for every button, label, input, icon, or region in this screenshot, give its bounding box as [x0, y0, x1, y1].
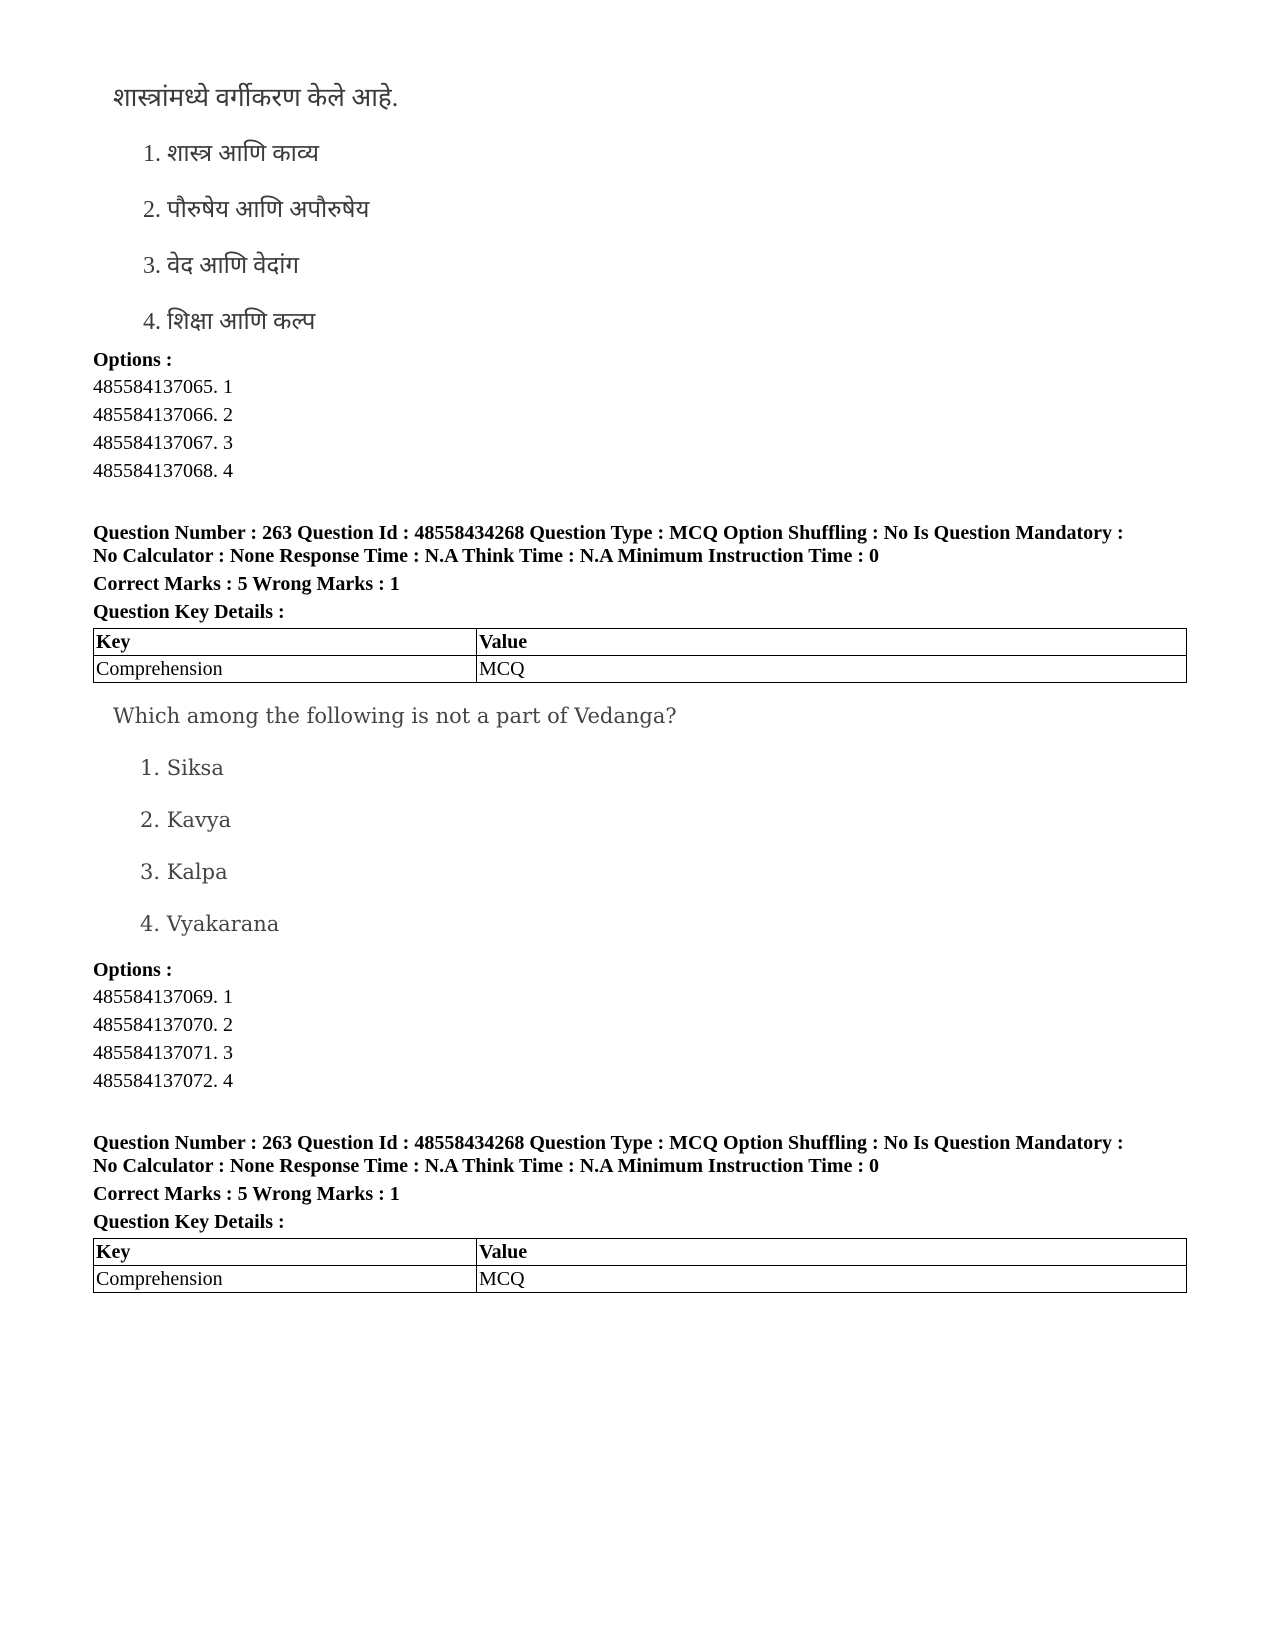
table-row	[94, 656, 1187, 683]
english-question-text: Which among the following is not a part of Vedanga?	[113, 704, 677, 728]
question-meta-line-1: Question Number : 263 Question Id : 48558434268 Question Type : MCQ Option Shuffling : No Is Question Mandatory :	[93, 1132, 1124, 1154]
table-cell-key: Comprehension	[94, 656, 477, 683]
question-meta-line-2: No Calculator : None Response Time : N.A Think Time : N.A Minimum Instruction Time : 0	[93, 545, 879, 567]
english-choice-1: 1. Siksa	[140, 756, 224, 780]
marathi-choice-1: 1. शास्त्र आणि काव्य	[143, 141, 319, 167]
option-id: 485584137070. 2	[93, 1014, 233, 1036]
question-meta-line-1: Question Number : 263 Question Id : 48558434268 Question Type : MCQ Option Shuffling : No Is Question Mandatory :	[93, 522, 1124, 544]
option-id: 485584137072. 4	[93, 1070, 233, 1092]
table-header-value: Value	[477, 629, 1187, 656]
table-header-value: Value	[477, 1239, 1187, 1266]
question-meta-line-2: No Calculator : None Response Time : N.A Think Time : N.A Minimum Instruction Time : 0	[93, 1155, 879, 1177]
table-header-row	[94, 629, 1187, 656]
option-id: 485584137065. 1	[93, 376, 233, 398]
english-choice-2: 2. Kavya	[140, 808, 232, 832]
option-id: 485584137071. 3	[93, 1042, 233, 1064]
key-details-label: Question Key Details :	[93, 601, 285, 623]
table-cell-value: MCQ	[477, 1266, 1187, 1293]
table-header-key: Key	[94, 1239, 477, 1266]
table-header-key: Key	[94, 629, 477, 656]
table-cell-key: Comprehension	[94, 1266, 477, 1293]
key-details-table	[93, 1238, 1187, 1293]
option-id: 485584137068. 4	[93, 460, 233, 482]
option-id: 485584137067. 3	[93, 432, 233, 454]
options-label: Options :	[93, 349, 173, 371]
option-id: 485584137066. 2	[93, 404, 233, 426]
options-label: Options :	[93, 959, 173, 981]
english-choice-3: 3. Kalpa	[140, 860, 228, 884]
marathi-question-heading: शास्त्रांमध्ये वर्गीकरण केले आहे.	[113, 83, 399, 112]
marathi-choice-2: 2. पौरुषेय आणि अपौरुषेय	[143, 197, 370, 223]
marks-line: Correct Marks : 5 Wrong Marks : 1	[93, 1183, 400, 1205]
option-id: 485584137069. 1	[93, 986, 233, 1008]
table-row	[94, 1266, 1187, 1293]
key-details-label: Question Key Details :	[93, 1211, 285, 1233]
marathi-choice-4: 4. शिक्षा आणि कल्प	[143, 309, 316, 335]
marks-line: Correct Marks : 5 Wrong Marks : 1	[93, 573, 400, 595]
table-cell-value: MCQ	[477, 656, 1187, 683]
marathi-choice-3: 3. वेद आणि वेदांग	[143, 253, 299, 279]
key-details-table	[93, 628, 1187, 683]
table-header-row	[94, 1239, 1187, 1266]
english-choice-4: 4. Vyakarana	[140, 912, 280, 936]
